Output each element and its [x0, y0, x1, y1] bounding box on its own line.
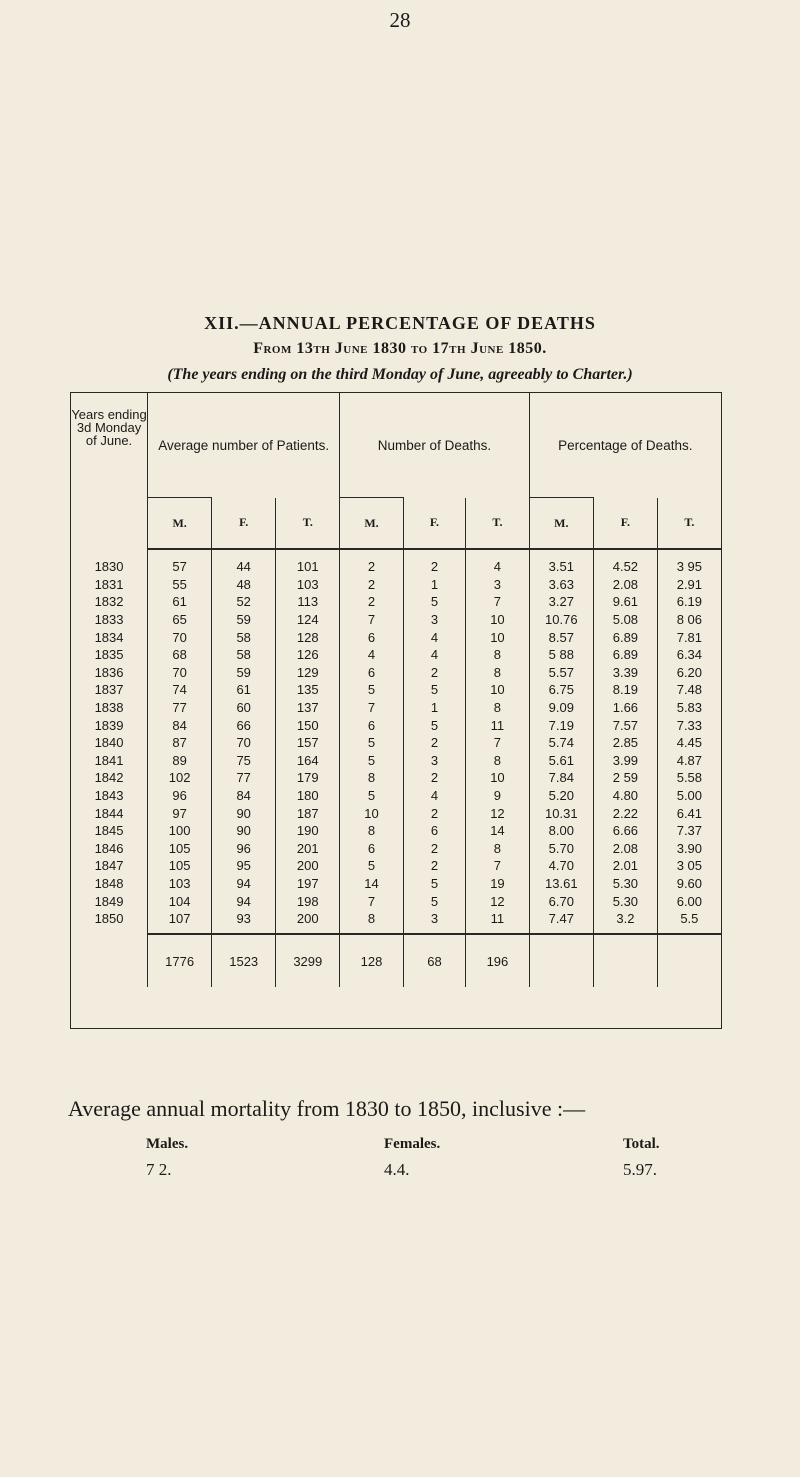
value-cell: 2 59	[594, 769, 658, 787]
value-cell: 4	[403, 628, 466, 646]
value-cell: 2	[403, 804, 466, 822]
value-cell: 5	[340, 752, 403, 770]
spacer-cell	[529, 927, 593, 934]
sub-header-cell: M.	[148, 498, 212, 550]
value-cell: 3	[403, 910, 466, 928]
table-row	[71, 875, 721, 893]
value-cell: 179	[276, 769, 340, 787]
value-cell: 7	[340, 699, 403, 717]
value-cell: 60	[212, 699, 276, 717]
year-cell: 1845	[71, 822, 148, 840]
value-cell: 6.89	[594, 628, 658, 646]
value-cell: 2	[403, 840, 466, 858]
value-cell: 10	[466, 611, 529, 629]
average-value-males: 7 2.	[146, 1160, 172, 1179]
value-cell: 4	[340, 646, 403, 664]
year-cell: 1833	[71, 611, 148, 629]
value-cell: 6	[340, 716, 403, 734]
sub-header-cell: F.	[594, 498, 658, 550]
value-cell: 90	[212, 822, 276, 840]
value-cell: 7.47	[529, 910, 593, 928]
value-cell: 8.57	[529, 628, 593, 646]
sub-header-row	[71, 498, 721, 550]
value-cell: 7	[466, 734, 529, 752]
mortality-table	[70, 392, 722, 1029]
table-heading: XII.—ANNUAL PERCENTAGE OF DEATHS	[204, 313, 596, 333]
value-cell: 11	[466, 910, 529, 928]
value-cell: 2	[403, 549, 466, 576]
spacer-cell	[403, 927, 466, 934]
value-cell: 6.19	[676, 594, 703, 610]
table-row	[71, 892, 721, 910]
value-cell: 5.20	[529, 787, 593, 805]
value-cell: 52	[212, 593, 276, 611]
value-cell: 190	[276, 822, 340, 840]
value-cell: 8.00	[529, 822, 593, 840]
value-cell: 65	[148, 611, 212, 629]
year-cell: 1849	[71, 892, 148, 910]
value-cell: 93	[212, 910, 276, 928]
value-cell: 200	[276, 857, 340, 875]
total-cell	[594, 934, 658, 987]
average-value-total: 5.97.	[623, 1160, 657, 1179]
average-mortality-line: Average annual mortality from 1830 to 1850, inclusive :—	[68, 1096, 586, 1121]
year-cell: 1837	[71, 681, 148, 699]
value-cell: 66	[212, 716, 276, 734]
year-cell: 1847	[71, 857, 148, 875]
value-cell: 2	[403, 769, 466, 787]
value-cell: 44	[212, 549, 276, 576]
table-row	[71, 681, 721, 699]
value-cell: 74	[148, 681, 212, 699]
value-cell: 94	[212, 892, 276, 910]
sub-header-cell: M.	[529, 498, 593, 550]
sub-header-cell: M.	[340, 498, 403, 550]
value-cell: 1	[403, 699, 466, 717]
year-cell: 1842	[71, 769, 148, 787]
table-row	[71, 664, 721, 682]
value-cell: 75	[212, 752, 276, 770]
value-cell: 5	[340, 681, 403, 699]
value-cell: 7.19	[529, 716, 593, 734]
value-cell: 2.08	[594, 840, 658, 858]
value-cell: 126	[276, 646, 340, 664]
value-cell: 135	[276, 681, 340, 699]
value-cell: 9.09	[529, 699, 593, 717]
value-cell: 8 06	[676, 612, 703, 628]
table-body	[71, 549, 721, 987]
spacer-cell	[212, 927, 276, 934]
percentage-group-header: Percentage of Deaths.	[558, 437, 693, 453]
year-cell: 1844	[71, 804, 148, 822]
value-cell: 5 88	[529, 646, 593, 664]
mortality-table-grid	[71, 393, 721, 987]
value-cell: 4.87	[676, 752, 703, 768]
value-cell: 2	[403, 857, 466, 875]
sub-header-cell: T.	[684, 515, 695, 530]
year-cell: 1836	[71, 664, 148, 682]
spacer-cell	[657, 927, 721, 934]
value-cell: 6.75	[529, 681, 593, 699]
year-cell: 1840	[71, 734, 148, 752]
value-cell: 128	[276, 628, 340, 646]
total-cell: 128	[340, 934, 403, 987]
value-cell: 6.20	[676, 664, 703, 680]
table-row	[71, 646, 721, 664]
deaths-group-header: Number of Deaths.	[340, 393, 529, 498]
value-cell: 87	[148, 734, 212, 752]
sub-header-cell: F.	[212, 498, 276, 550]
table-row	[71, 716, 721, 734]
value-cell: 5	[403, 593, 466, 611]
value-cell: 84	[212, 787, 276, 805]
value-cell: 89	[148, 752, 212, 770]
value-cell: 4.70	[529, 857, 593, 875]
value-cell: 197	[276, 875, 340, 893]
table-row	[71, 699, 721, 717]
totals-row	[71, 934, 721, 987]
value-cell: 4.52	[594, 549, 658, 576]
value-cell: 198	[276, 892, 340, 910]
value-cell: 8	[340, 910, 403, 928]
spacer-cell	[340, 927, 403, 934]
value-cell: 14	[340, 875, 403, 893]
spacer-cell	[276, 927, 340, 934]
value-cell: 5.30	[594, 875, 658, 893]
value-cell: 3.63	[529, 576, 593, 594]
value-cell: 7.37	[676, 823, 703, 839]
value-cell: 77	[212, 769, 276, 787]
value-cell: 6.34	[676, 647, 703, 663]
average-label-males: Males.	[146, 1136, 189, 1152]
value-cell: 8	[340, 822, 403, 840]
value-cell: 6	[340, 840, 403, 858]
value-cell: 6	[340, 664, 403, 682]
value-cell: 103	[148, 875, 212, 893]
value-cell: 5	[403, 716, 466, 734]
value-cell: 6.41	[676, 805, 703, 821]
value-cell: 1	[403, 576, 466, 594]
total-cell: 3299	[276, 934, 340, 987]
total-cell: 1776	[148, 934, 212, 987]
value-cell: 2.08	[594, 576, 658, 594]
total-cell	[657, 934, 721, 987]
value-cell: 4	[466, 549, 529, 576]
totals-label-cell	[71, 934, 148, 987]
year-cell: 1831	[71, 576, 148, 594]
year-cell: 1841	[71, 752, 148, 770]
date-range-subheading: From 13th June 1830 to 17th June 1850.	[253, 340, 547, 357]
value-cell: 105	[148, 857, 212, 875]
value-cell: 4	[403, 787, 466, 805]
value-cell: 77	[148, 699, 212, 717]
value-cell: 7.33	[676, 717, 703, 733]
year-column-header: Years ending 3d Monday of June.	[71, 393, 148, 549]
value-cell: 70	[148, 628, 212, 646]
value-cell: 4.80	[594, 787, 658, 805]
value-cell: 5	[340, 734, 403, 752]
value-cell: 61	[212, 681, 276, 699]
value-cell: 3	[466, 576, 529, 594]
value-cell: 57	[148, 549, 212, 576]
value-cell: 6.70	[529, 892, 593, 910]
value-cell: 5.00	[676, 788, 703, 804]
value-cell: 8	[340, 769, 403, 787]
value-cell: 157	[276, 734, 340, 752]
value-cell: 8	[466, 752, 529, 770]
table-row	[71, 822, 721, 840]
value-cell: 2.22	[594, 804, 658, 822]
table-row	[71, 593, 721, 611]
value-cell: 7	[466, 857, 529, 875]
sub-header-cell: F.	[403, 498, 466, 550]
value-cell: 201	[276, 840, 340, 858]
value-cell: 59	[212, 611, 276, 629]
value-cell: 7	[466, 593, 529, 611]
value-cell: 8	[466, 646, 529, 664]
value-cell: 11	[466, 716, 529, 734]
value-cell: 2	[403, 664, 466, 682]
value-cell: 8	[466, 699, 529, 717]
value-cell: 12	[466, 892, 529, 910]
value-cell: 3 95	[657, 549, 721, 576]
value-cell: 59	[212, 664, 276, 682]
table-row	[71, 549, 721, 576]
value-cell: 104	[148, 892, 212, 910]
year-cell: 1843	[71, 787, 148, 805]
year-cell: 1850	[71, 910, 148, 928]
value-cell: 96	[212, 840, 276, 858]
value-cell: 10	[466, 681, 529, 699]
value-cell: 5.57	[529, 664, 593, 682]
table-row	[71, 628, 721, 646]
spacer-cell	[71, 927, 148, 934]
value-cell: 58	[212, 646, 276, 664]
sub-header-cell: T.	[276, 498, 340, 550]
value-cell: 101	[276, 549, 340, 576]
value-cell: 84	[148, 716, 212, 734]
average-value-females: 4.4.	[384, 1160, 410, 1179]
total-cell	[529, 934, 593, 987]
sub-header-cell: T.	[466, 498, 529, 550]
table-row	[71, 752, 721, 770]
value-cell: 3.2	[594, 910, 658, 928]
value-cell: 113	[276, 593, 340, 611]
table-row	[71, 611, 721, 629]
table-row	[71, 857, 721, 875]
year-cell: 1838	[71, 699, 148, 717]
value-cell: 200	[276, 910, 340, 928]
charter-note: (The years ending on the third Monday of June, agreeably to Charter.)	[167, 366, 633, 383]
value-cell: 3.99	[594, 752, 658, 770]
value-cell: 2	[340, 576, 403, 594]
year-cell: 1846	[71, 840, 148, 858]
year-cell: 1830	[71, 549, 148, 576]
value-cell: 2.91	[676, 576, 703, 592]
value-cell: 48	[212, 576, 276, 594]
value-cell: 100	[148, 822, 212, 840]
value-cell: 124	[276, 611, 340, 629]
spacer-row	[71, 927, 721, 934]
spacer-cell	[466, 927, 529, 934]
value-cell: 102	[148, 769, 212, 787]
value-cell: 5	[340, 857, 403, 875]
value-cell: 6.66	[594, 822, 658, 840]
value-cell: 3.39	[594, 664, 658, 682]
value-cell: 3.90	[676, 840, 703, 856]
average-label-total: Total.	[623, 1136, 660, 1152]
value-cell: 164	[276, 752, 340, 770]
value-cell: 5	[403, 681, 466, 699]
year-cell: 1834	[71, 628, 148, 646]
value-cell: 7	[340, 611, 403, 629]
page-number: 28	[389, 8, 411, 32]
value-cell: 14	[466, 822, 529, 840]
value-cell: 137	[276, 699, 340, 717]
value-cell: 2	[340, 593, 403, 611]
value-cell: 7.81	[676, 629, 703, 645]
value-cell: 3	[403, 752, 466, 770]
value-cell: 8	[466, 840, 529, 858]
value-cell: 5.30	[594, 892, 658, 910]
value-cell: 55	[148, 576, 212, 594]
value-cell: 68	[148, 646, 212, 664]
patients-group-header: Average number of Patients.	[148, 393, 340, 498]
table-row	[71, 804, 721, 822]
value-cell: 5.58	[676, 770, 703, 786]
value-cell: 6.00	[676, 893, 703, 909]
value-cell: 2	[340, 549, 403, 576]
value-cell: 9.61	[594, 593, 658, 611]
value-cell: 7	[340, 892, 403, 910]
value-cell: 7.84	[529, 769, 593, 787]
year-cell: 1839	[71, 716, 148, 734]
value-cell: 12	[466, 804, 529, 822]
value-cell: 6	[340, 628, 403, 646]
year-cell: 1832	[71, 593, 148, 611]
value-cell: 3.51	[529, 549, 593, 576]
value-cell: 1.66	[594, 699, 658, 717]
value-cell: 10	[466, 769, 529, 787]
value-cell: 6.89	[594, 646, 658, 664]
average-label-females: Females.	[384, 1136, 441, 1152]
value-cell: 129	[276, 664, 340, 682]
value-cell: 7.57	[594, 716, 658, 734]
value-cell: 5.08	[594, 611, 658, 629]
value-cell: 70	[212, 734, 276, 752]
value-cell: 3	[403, 611, 466, 629]
value-cell: 150	[276, 716, 340, 734]
table-row	[71, 576, 721, 594]
value-cell: 5.74	[529, 734, 593, 752]
value-cell: 8	[466, 664, 529, 682]
value-cell: 95	[212, 857, 276, 875]
value-cell: 19	[466, 875, 529, 893]
value-cell: 2.85	[594, 734, 658, 752]
value-cell: 5.61	[529, 752, 593, 770]
value-cell: 58	[212, 628, 276, 646]
value-cell: 3.27	[529, 593, 593, 611]
total-cell: 1523	[212, 934, 276, 987]
table-row	[71, 734, 721, 752]
value-cell: 103	[276, 576, 340, 594]
value-cell: 7.48	[676, 682, 703, 698]
value-cell: 13.61	[529, 875, 593, 893]
value-cell: 90	[212, 804, 276, 822]
value-cell: 70	[148, 664, 212, 682]
value-cell: 10.31	[529, 804, 593, 822]
value-cell: 5	[340, 787, 403, 805]
table-row	[71, 840, 721, 858]
value-cell: 5.70	[529, 840, 593, 858]
value-cell: 5.5	[680, 911, 699, 927]
value-cell: 5	[403, 875, 466, 893]
total-cell: 196	[466, 934, 529, 987]
value-cell: 10	[340, 804, 403, 822]
value-cell: 5.83	[676, 700, 703, 716]
value-cell: 187	[276, 804, 340, 822]
value-cell: 9	[466, 787, 529, 805]
table-row	[71, 769, 721, 787]
value-cell: 4.45	[676, 735, 703, 751]
value-cell: 3 05	[676, 858, 703, 874]
value-cell: 105	[148, 840, 212, 858]
table-row	[71, 910, 721, 928]
value-cell: 94	[212, 875, 276, 893]
year-cell: 1835	[71, 646, 148, 664]
value-cell: 97	[148, 804, 212, 822]
value-cell: 96	[148, 787, 212, 805]
spacer-cell	[148, 927, 212, 934]
value-cell: 9.60	[676, 875, 703, 891]
value-cell: 5	[403, 892, 466, 910]
value-cell: 10.76	[529, 611, 593, 629]
spacer-cell	[594, 927, 658, 934]
value-cell: 2	[403, 734, 466, 752]
value-cell: 8.19	[594, 681, 658, 699]
value-cell: 10	[466, 628, 529, 646]
value-cell: 6	[403, 822, 466, 840]
year-cell: 1848	[71, 875, 148, 893]
value-cell: 2.01	[594, 857, 658, 875]
total-cell: 68	[403, 934, 466, 987]
value-cell: 61	[148, 593, 212, 611]
value-cell: 107	[148, 910, 212, 928]
table-row	[71, 787, 721, 805]
value-cell: 180	[276, 787, 340, 805]
value-cell: 4	[403, 646, 466, 664]
